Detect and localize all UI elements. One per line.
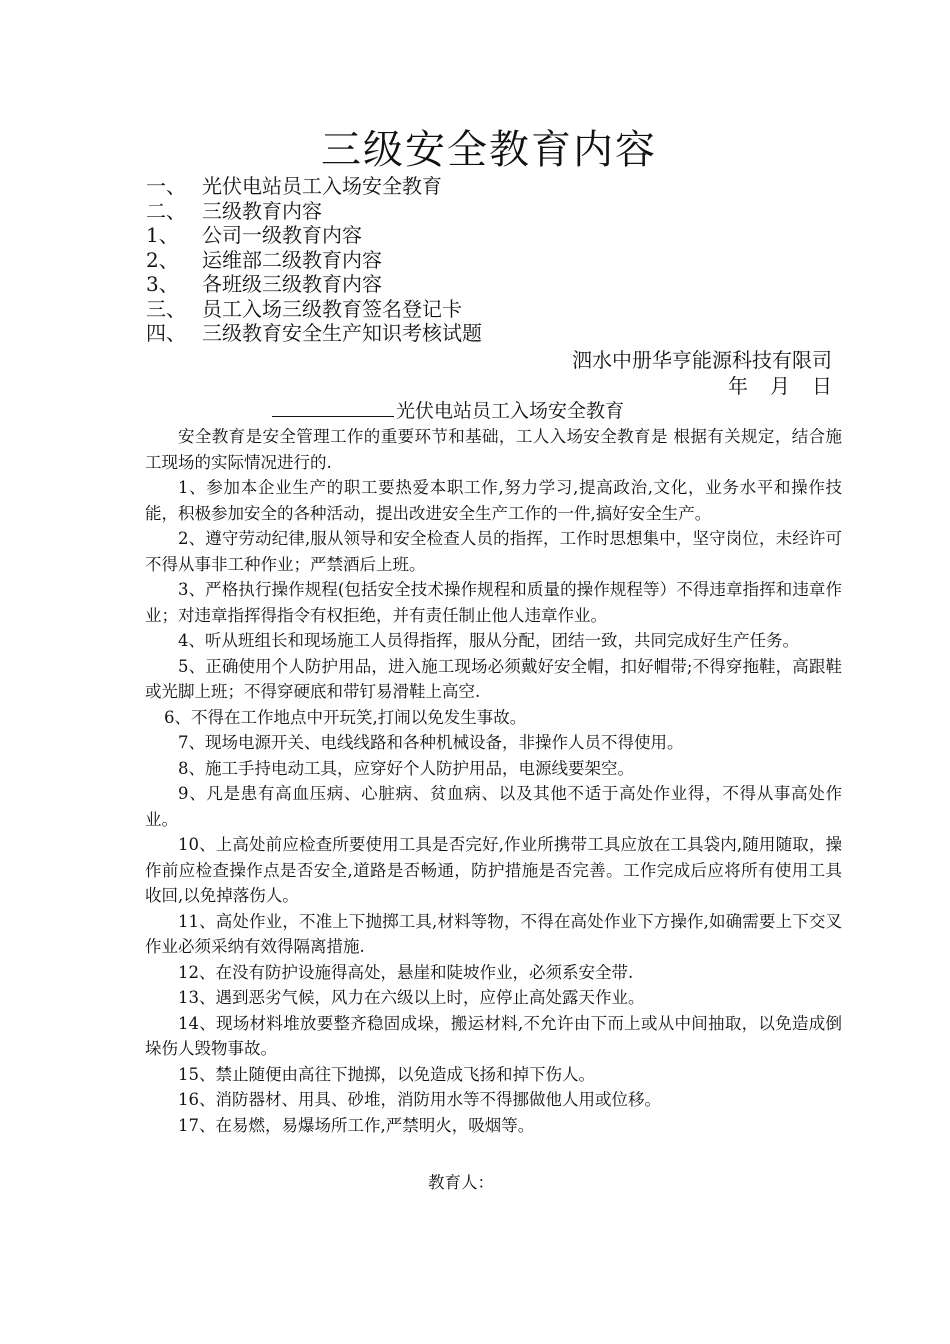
toc-item (146, 297, 846, 322)
toc-item (146, 223, 846, 248)
document-title: 三级安全教育内容 (321, 127, 657, 173)
paragraph-rule: 11、高处作业，不准上下抛掷工具,材料等物，不得在高处作业下方操作,如确需要上下交叉作业必须采纳有效得隔离措施. (145, 911, 842, 956)
paragraph-rule: 17、在易燃，易爆场所工作,严禁明火，吸烟等。 (178, 1115, 535, 1135)
toc-item (146, 199, 846, 224)
paragraph-rule: 4、听从班组长和现场施工人员得指挥，服从分配，团结一致，共同完成好生产任务。 (178, 631, 799, 650)
paragraph-rule: 8、施工手持电动工具，应穿好个人防护用品，电源线要架空。 (178, 758, 634, 778)
blank-underline (272, 398, 394, 417)
paragraph-rule: 10、上高处前应检查所要使用工具是否完好,作业所携带工具应放在工具袋内,随用随取，操作前应检查操作点是否安全,道路是否畅通，防护措施是否完善。工作完成后应将所有使用工具收回,以免掉落伤人。 (145, 835, 842, 905)
toc-label: 三级教育内容 (202, 198, 322, 223)
paragraph-intro: 安全教育是安全管理工作的重要环节和基础，工人入场安全教育是 根据有关规定，结合施工现场的实际情况进行的. (145, 427, 842, 472)
section-heading (272, 398, 624, 424)
paragraph-rule: 13、遇到恶劣气候，风力在六级以上时，应停止高处露天作业。 (178, 988, 645, 1007)
toc-number: 二、 (146, 198, 186, 223)
paragraph-rule: 7、现场电源开关、电线线路和各种机械设备，非操作人员不得使用。 (178, 733, 684, 752)
toc-label: 运维部二级教育内容 (202, 247, 382, 272)
paragraph-rule: 6、不得在工作地点中开玩笑,打闹以免发生事故。 (164, 707, 527, 727)
company-name: 泗水中册华亨能源科技有限司 (572, 348, 832, 372)
paragraph-rule: 9、凡是患有高血压病、心脏病、贫血病、以及其他不适于高处作业得，不得从事高处作业。 (145, 784, 842, 829)
toc-number: 一、 (146, 174, 186, 198)
toc-label: 公司一级教育内容 (202, 223, 362, 247)
paragraph-rule: 2、遵守劳动纪律,服从领导和安全检查人员的指挥，工作时思想集中，坚守岗位，未经许可不得从事非工种作业；严禁酒后上班。 (145, 529, 842, 574)
paragraph-rule: 1、参加本企业生产的职工要热爱本职工作,努力学习,提高政治,文化，业务水平和操作技能，积极参加安全的各种活动，提出改进安全生产工作的一件,搞好安全生产。 (145, 478, 842, 523)
toc-number: 1、 (146, 223, 179, 247)
table-of-contents (146, 174, 846, 346)
toc-label: 员工入场三级教育签名登记卡 (202, 296, 462, 321)
toc-item (146, 248, 846, 273)
toc-item (146, 174, 846, 199)
paragraph-rule: 16、消防器材、用具、砂堆，消防用水等不得挪做他人用或位移。 (178, 1090, 661, 1109)
toc-number: 3、 (146, 272, 179, 296)
paragraph-rule: 15、禁止随便由高往下抛掷，以免造成飞扬和掉下伤人。 (178, 1064, 595, 1084)
toc-label: 光伏电站员工入场安全教育 (202, 174, 442, 198)
paragraph-rule: 3、严格执行操作规程(包括安全技术操作规程和质量的操作规程等）不得违章指挥和违章作业；对违章指挥得指令有权拒绝，并有责任制止他人违章作业。 (145, 580, 842, 625)
toc-label: 三级教育安全生产知识考核试题 (202, 321, 482, 345)
date-year: 年 (728, 374, 748, 398)
toc-number: 2、 (146, 247, 179, 272)
paragraph-rule: 5、正确使用个人防护用品，进入施工现场必须戴好安全帽，扣好帽带;不得穿拖鞋，高跟鞋或光脚上班；不得穿硬底和带钉易滑鞋上高空. (145, 656, 842, 701)
paragraph-rule: 14、现场材料堆放要整齐稳固成垛，搬运材料,不允许由下而上或从中间抽取，以免造成倒垛伤人毁物事故。 (145, 1013, 842, 1058)
toc-label: 各班级三级教育内容 (202, 272, 382, 296)
toc-number: 三、 (146, 296, 186, 321)
date-line (728, 373, 832, 399)
section-heading-text: 光伏电站员工入场安全教育 (396, 400, 625, 422)
date-day: 日 (812, 374, 832, 398)
paragraph-rule: 12、在没有防护设施得高处，悬崖和陡坡作业，必须系安全带. (178, 962, 634, 982)
document-body (145, 424, 842, 1138)
toc-item (146, 272, 846, 297)
date-month: 月 (770, 374, 790, 398)
toc-item (146, 321, 846, 346)
educator-label: 教育人： (428, 1173, 494, 1192)
toc-number: 四、 (146, 321, 186, 345)
